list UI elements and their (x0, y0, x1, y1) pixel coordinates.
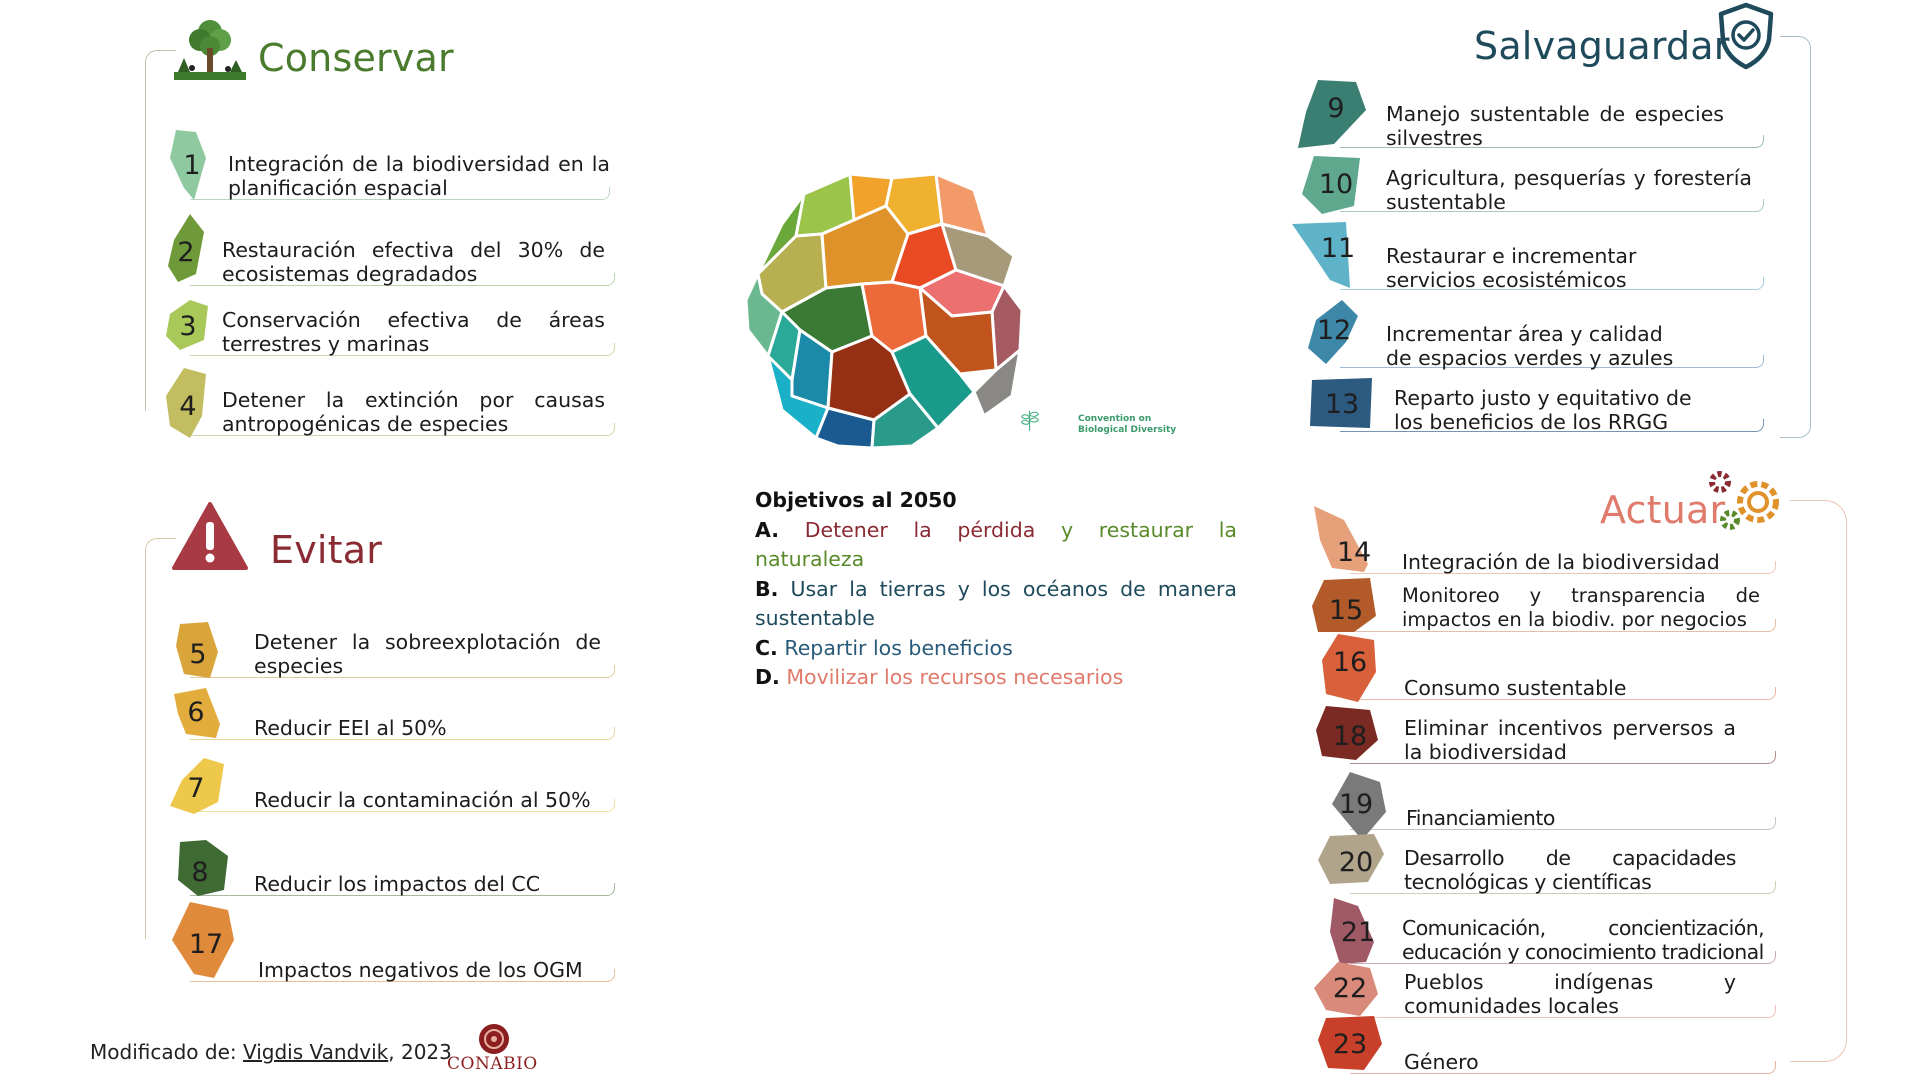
goals-2050 (755, 486, 1237, 693)
author-link[interactable]: Vigdis Vandvik (242, 1040, 389, 1064)
goal-d: D. Movilizar los recursos necesarios (755, 665, 1124, 689)
goal-c: C. Repartir los beneficios (755, 635, 1013, 660)
conabio-logo-text: CONABIO (447, 1054, 538, 1074)
actuar-title: Actuar (1600, 488, 1726, 532)
actuar-bracket (1790, 500, 1847, 1062)
conservar-title: Conservar (258, 36, 454, 80)
cbd-leaf-icon (1020, 392, 1080, 448)
conabio-emblem-icon (477, 1022, 511, 1056)
source-credit: Modificado de: Vigdis Vandvik, 2023 (90, 1040, 452, 1064)
goal-a: A. Detener la pérdida y restaurar la naturaleza (755, 517, 1237, 571)
tree-icon (172, 12, 248, 82)
salvaguardar-title: Salvaguardar (1474, 24, 1730, 68)
goals-heading: Objetivos al 2050 (755, 488, 957, 512)
goal-b: B. Usar la tierras y los océanos de manera sustentable (755, 576, 1237, 630)
evitar-title: Evitar (270, 528, 383, 572)
warning-icon (170, 500, 250, 572)
cbd-logo-text: Convention on Biological Diversity (1078, 414, 1177, 435)
salvaguardar-bracket (1780, 36, 1811, 438)
shield-check-icon (1716, 2, 1776, 70)
biodiversity-globe-icon (742, 160, 1032, 450)
